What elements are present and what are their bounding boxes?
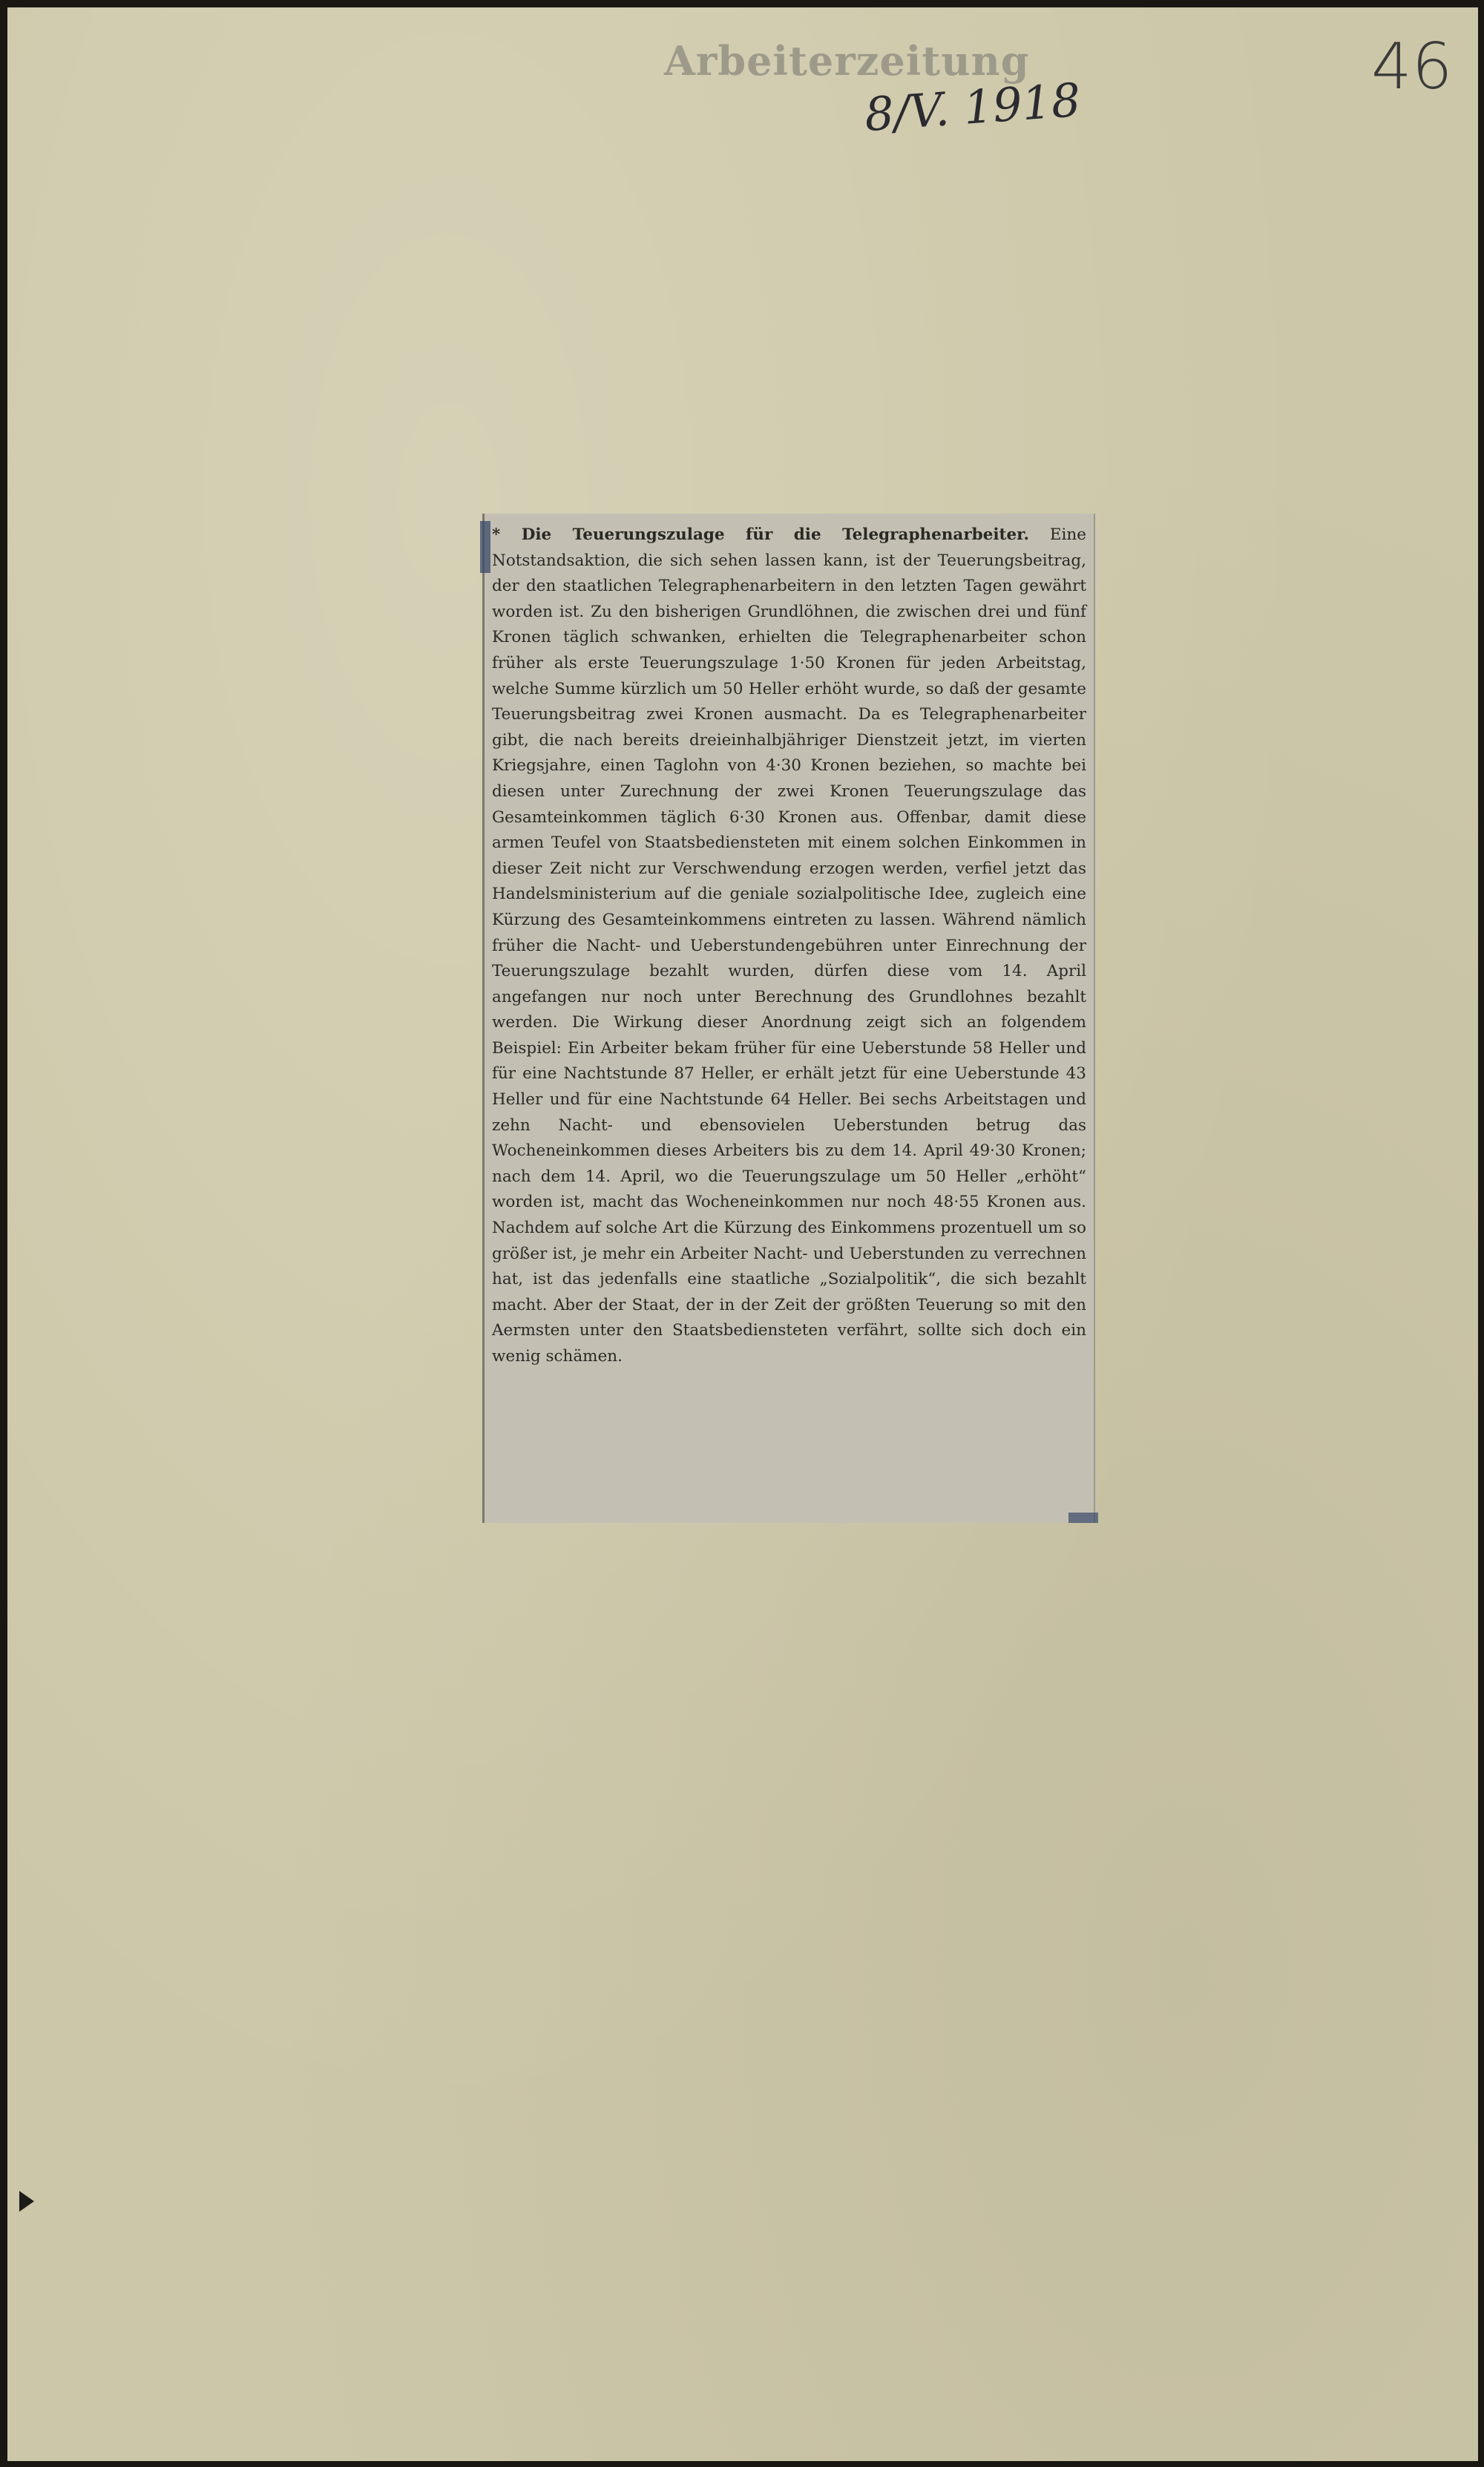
article-body: Eine Notstandsaktion, die sich sehen lassen kann, ist der Teuerungsbeitrag, der den staatlichen Telegraphenarbeitern in den letzten Tagen gewährt worden ist. Zu den bisherigen Grundlöhnen, die zwischen drei und fünf Kronen täglich schwanken, erhielten die Telegraphenarbeiter schon früher als erste Teuerungszulage 1·50 Kronen für jeden Arbeitstag, welche Summe kürzlich um 50 Heller erhöht wurde, so daß der gesamte Teuerungsbeitrag zwei Kronen ausmacht. Da es Telegraphenarbeiter gibt, die nach bereits dreieinhalbjähriger Dienstzeit jetzt, im vierten Kriegsjahre, einen Taglohn von 4·30 Kronen beziehen, so machte bei diesen unter Zurechnung der zwei Kronen Teuerungszulage das Gesamteinkommen täglich 6·30 Kronen aus. Offenbar, damit diese armen Teufel von Staatsbediensteten mit einem solchen Einkommen in dieser Zeit nicht zur Verschwendung erzogen werden, verfiel jetzt das Handelsministerium auf die geniale sozialpolitische Idee, zugleich eine Kürzung des Gesamteinkommens eintreten zu lassen. Während nämlich früher die Nacht- und Ueberstundengebühren unter Einrechnung der Teuerungszulage bezahlt wurden, dürfen diese vom 14. April angefangen nur noch unter Berechnung des Grundlohnes bezahlt werden. Die Wirkung dieser Anordnung zeigt sich an folgendem Beispiel: Ein Arbeiter bekam früher für eine Ueberstunde 58 Heller und für eine Nachtstunde 87 Heller, er erhält jetzt für eine Ueberstunde 43 Heller und für eine Nachtstunde 64 Heller. Bei sechs Arbeitstagen und zehn Nacht- und ebensovielen Ueberstunden betrug das Wocheneinkommen dieses Arbeiters bis zu dem 14. April 49·30 Kronen; nach dem 14. April, wo die Teuerungszulage um 50 Heller „erhöht“ worden ist, macht das Wocheneinkommen nur noch 48·55 Kronen aus. Nachdem auf solche Art die Kürzung des Einkommens prozentuell um so größer ist, je mehr ein Arbeiter Nacht- und Ueberstunden zu verrechnen hat, ist das jedenfalls eine staatliche „Sozialpolitik“, die sich bezahlt macht. Aber der Staat, der in der Zeit der größten Teuerung so mit den Aermsten unter den Staatsbediensteten verfährt, sollte sich doch ein wenig schämen. — [492, 525, 1086, 1366]
clipping-edge-mark — [480, 521, 490, 573]
newspaper-stamp: Arbeiterzeitung — [664, 37, 1030, 85]
document-page — [7, 7, 1478, 2461]
clipping-corner-mark — [1068, 1513, 1098, 1523]
margin-arrow-icon — [19, 2191, 34, 2212]
newspaper-clipping — [482, 514, 1095, 1523]
folio-number: 46 — [1371, 30, 1453, 104]
article-headline: * Die Teuerungszulage für die Telegraphenarbeiter. — [492, 525, 1030, 544]
handwritten-date: 8/V. 1918 — [862, 72, 1083, 142]
article-text — [492, 522, 1086, 1370]
